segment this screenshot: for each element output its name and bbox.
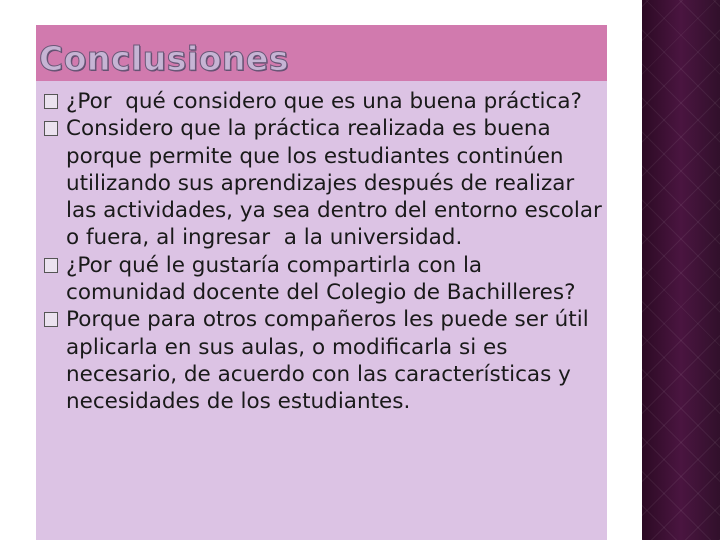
slide-title: Conclusiones bbox=[39, 39, 289, 78]
bullet-item bbox=[44, 115, 609, 251]
bullet-item bbox=[44, 88, 604, 115]
decorative-side-band bbox=[642, 0, 720, 540]
bullet-box-icon bbox=[44, 312, 58, 327]
bullet-list bbox=[44, 88, 609, 416]
bullet-text: Considero que la práctica realizada es buena porque permite que los estudiantes continúen utilizando sus aprendizajes después de realizar las actividades, ya sea dentro del entorno escolar o fuera, al ingresar a la universidad. bbox=[66, 116, 609, 251]
bullet-text: ¿Por qué considero que es una buena práctica? bbox=[66, 89, 582, 114]
bullet-item bbox=[44, 252, 604, 307]
bullet-item bbox=[44, 306, 604, 415]
bullet-box-icon bbox=[44, 121, 58, 136]
bullet-text: ¿Por qué le gustaría compartirla con la comunidad docente del Colegio de Bachilleres? bbox=[66, 252, 576, 306]
bullet-box-icon bbox=[44, 258, 58, 273]
bullet-box-icon bbox=[44, 94, 58, 109]
bullet-text: Porque para otros compañeros les puede ser útil aplicarla en sus aulas, o modificarla si es necesario, de acuerdo con las características y necesidades de los estudiantes. bbox=[66, 307, 589, 415]
content-panel bbox=[36, 25, 607, 540]
title-bar bbox=[36, 25, 607, 81]
